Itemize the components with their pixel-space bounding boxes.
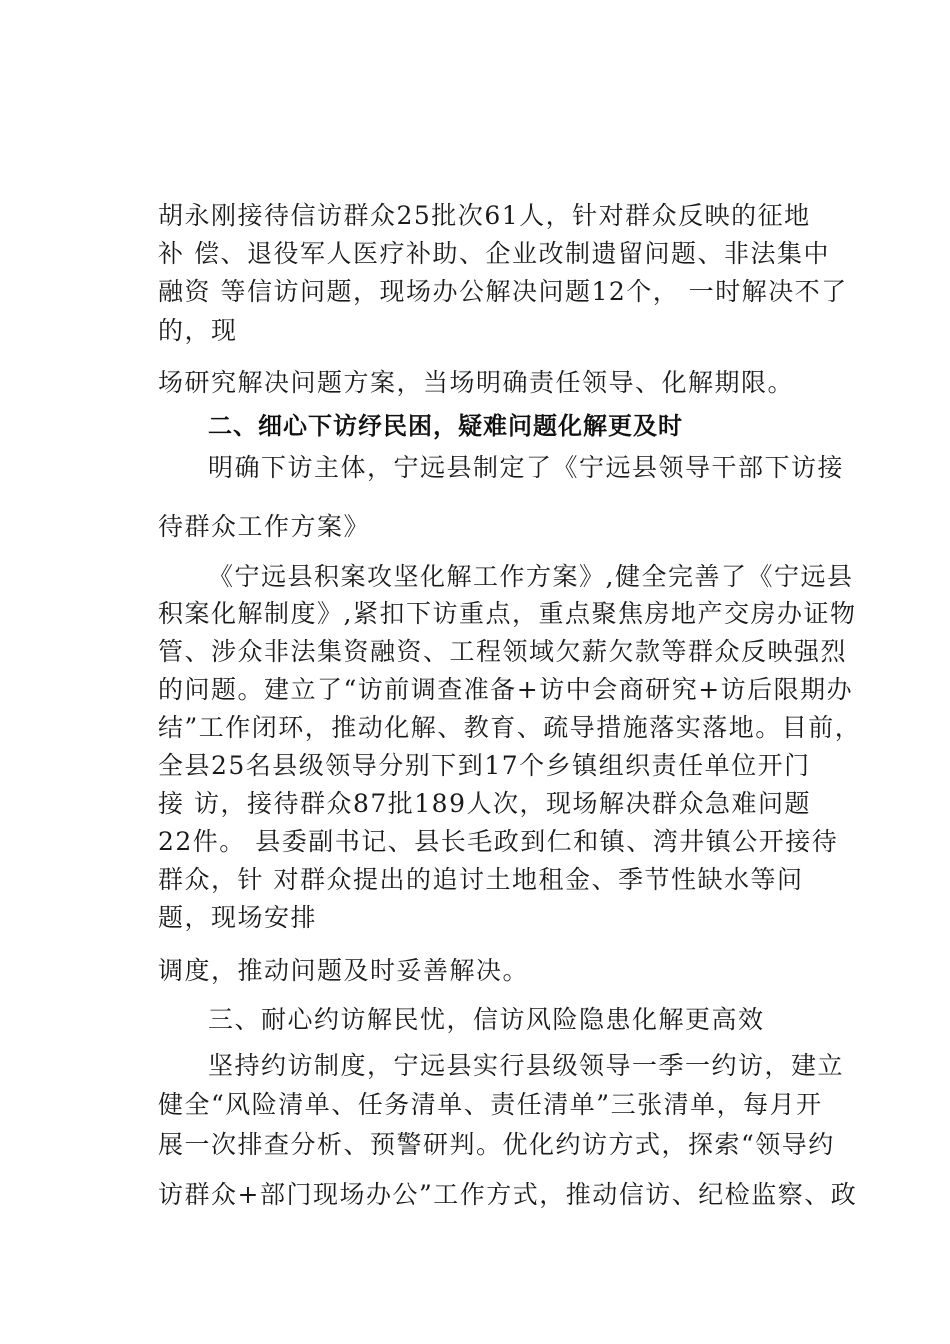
paragraph-line: 待群众工作方案》 <box>158 512 371 541</box>
section-heading-2: 二、细心下访纾民困，疑难问题化解更及时 <box>208 412 683 440</box>
paragraph-line: 群众，针 对群众提出的追讨土地租金、季节性缺水等问 <box>158 865 804 894</box>
paragraph-line: 访群众+部门现场办公”工作方式，推动信访、纪检监察、政 <box>158 1180 858 1209</box>
paragraph-line: 场研究解决问题方案，当场明确责任领导、化解期限。 <box>158 368 795 397</box>
paragraph-line: 结”工作闭环，推动化解、教育、疏导措施落实落地。目前， <box>158 713 862 742</box>
paragraph-line: 管、涉众非法集资融资、工程领域欠薪欠款等群众反映强烈 <box>158 637 848 666</box>
paragraph-line: 健全“风险清单、任务清单、责任清单”三张清单，每月开 <box>158 1090 823 1119</box>
paragraph-line: 接 访，接待群众87批189人次，现场解决群众急难问题 <box>158 789 811 818</box>
paragraph-line: 全县25名县级领导分别下到17个乡镇组织责任单位开门 <box>158 751 811 780</box>
paragraph-line: 积案化解制度》,紧扣下访重点，重点聚焦房地产交房办证物 <box>158 599 857 628</box>
paragraph-line: 坚持约访制度，宁远县实行县级领导一季一约访，建立 <box>208 1051 845 1080</box>
paragraph-line: 融资 等信访问题，现场办公解决问题12个， 一时解决不了 <box>158 277 848 306</box>
section-heading-3: 三、耐心约访解民忧，信访风险隐患化解更高效 <box>208 1005 765 1034</box>
paragraph-line: 展一次排查分析、预警研判。优化约访方式，探索“领导约 <box>158 1130 835 1159</box>
paragraph-line: 调度，推动问题及时妥善解决。 <box>158 956 530 985</box>
paragraph-line: 《宁远县积案攻坚化解工作方案》,健全完善了《宁远县 <box>208 562 854 591</box>
paragraph-line: 胡永刚接待信访群众25批次61人，针对群众反映的征地 <box>158 201 811 230</box>
paragraph-line: 的问题。建立了“访前调查准备+访中会商研究+访后限期办 <box>158 675 854 704</box>
paragraph-line: 的，现 <box>158 316 238 345</box>
paragraph-line: 明确下访主体，宁远县制定了《宁远县领导干部下访接 <box>208 453 845 482</box>
paragraph-line: 22件。 县委副书记、县长毛政到仁和镇、湾井镇公开接待 <box>158 827 839 856</box>
paragraph-line: 题，现场安排 <box>158 903 318 932</box>
paragraph-line: 补 偿、退役军人医疗补助、企业改制遗留问题、非法集中 <box>158 239 830 268</box>
